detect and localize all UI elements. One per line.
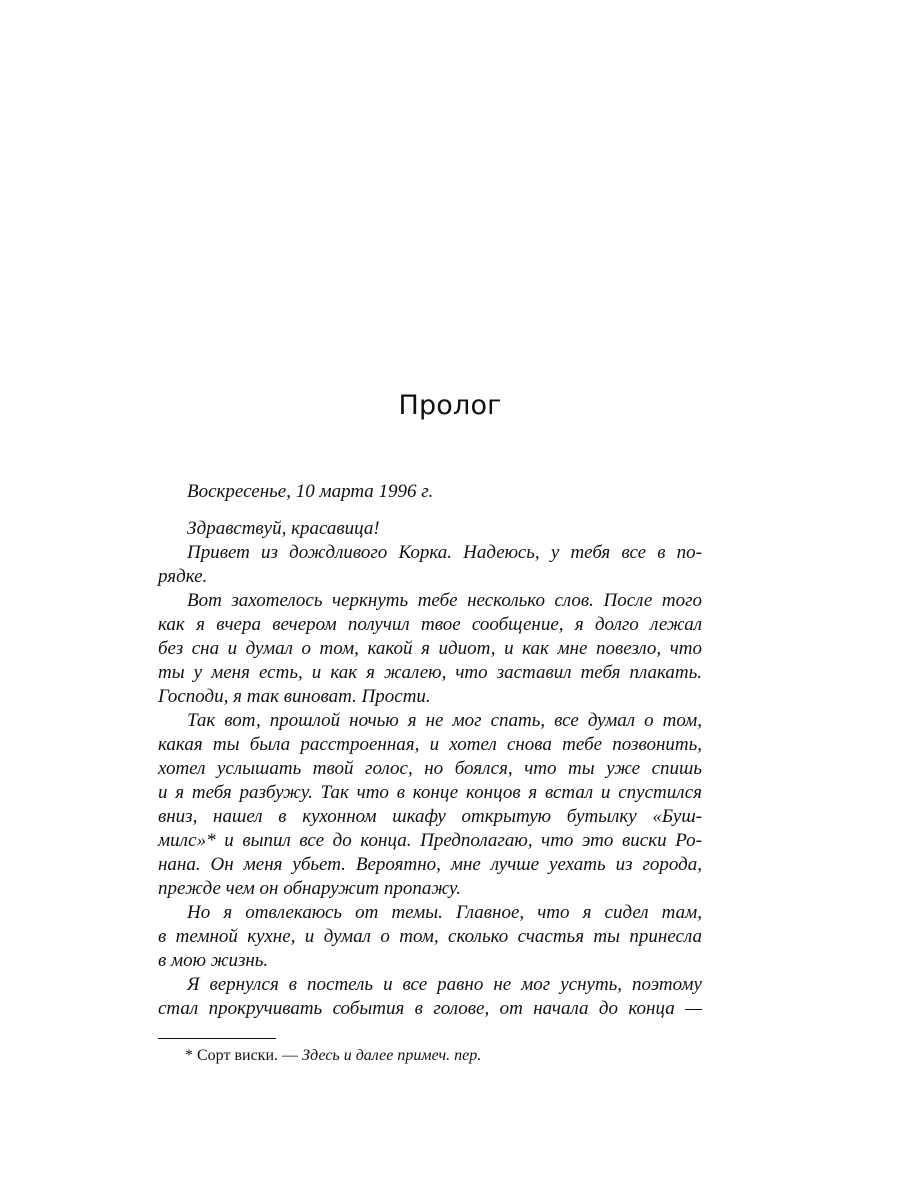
text-line: стал прокручивать события в голове, от начала до конца — [158, 998, 702, 1019]
text-line: Здравствуй, красавица! [187, 518, 380, 539]
text-line: Так вот, прошлой ночью я не мог спать, все думал о том, [187, 710, 702, 731]
footnote [185, 1046, 481, 1066]
chapter-title: Пролог [398, 390, 502, 421]
text-line: прежде чем он обнаружит пропажу. [158, 878, 461, 899]
footnote-note: Здесь и далее примеч. пер. [302, 1047, 482, 1064]
text-line: Привет из дождливого Корка. Надеюсь, у тебя все в по- [187, 542, 702, 563]
text-line: какая ты была расстроенная, и хотел снова тебе позвонить, [158, 734, 702, 755]
footnote-marker: * [185, 1047, 193, 1064]
text-line: в мою жизнь. [158, 950, 269, 971]
text-line: Господи, я так виноват. Прости. [158, 686, 431, 707]
text-line: ты у меня есть, и как я жалею, что заставил тебя плакать. [158, 662, 702, 683]
letter-date [158, 480, 702, 504]
footnote-divider [158, 1038, 276, 1039]
text-line: без сна и думал о том, какой я идиот, и как мне повезло, что [158, 638, 702, 659]
text-line: Но я отвлекаюсь от темы. Главное, что я сидел там, [187, 902, 702, 923]
text-line: и я тебя разбужу. Так что в конце концов я встал и спустился [158, 782, 702, 803]
text-line: рядке. [158, 566, 208, 587]
date-line: Воскресенье, 10 марта 1996 г. [187, 481, 434, 502]
text-line: как я вчера вечером получил твое сообщение, я долго лежал [158, 614, 702, 635]
text-line: Вот захотелось черкнуть тебе несколько слов. После того [187, 590, 702, 611]
text-line: Я вернулся в постель и все равно не мог уснуть, поэтому [187, 974, 702, 995]
letter-body [158, 517, 702, 1021]
text-line: нана. Он меня убьет. Вероятно, мне лучше уехать из города, [158, 854, 702, 875]
text-line: хотел услышать твой голос, но боялся, что ты уже спишь [158, 758, 702, 779]
text-line: вниз, нашел в кухонном шкафу открытую бутылку «Буш- [158, 806, 702, 827]
footnote-text: Сорт виски. — [197, 1047, 299, 1064]
text-line: в темной кухне, и думал о том, сколько счастья ты принесла [158, 926, 702, 947]
text-line: милс»* и выпил все до конца. Предполагаю, что это виски Ро- [158, 830, 702, 851]
